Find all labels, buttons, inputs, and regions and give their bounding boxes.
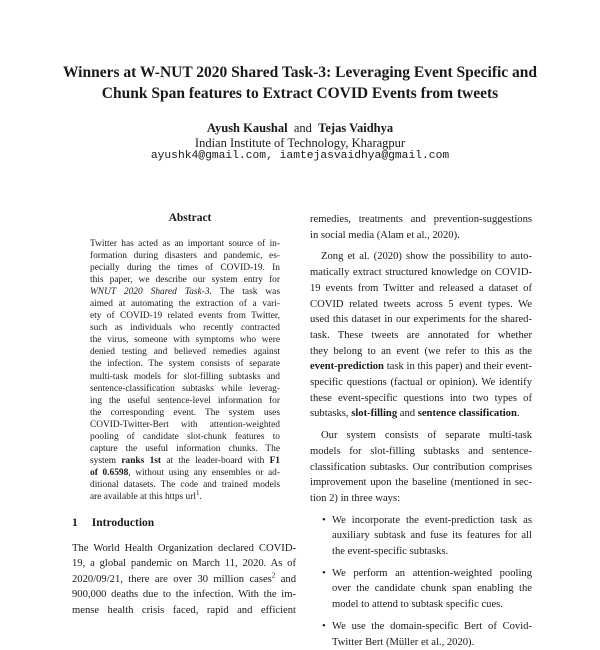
abstract-line: ing the useful sentence-level information for (90, 395, 280, 406)
term-slot-filling: slot-filling (351, 408, 398, 420)
body-line: classification subtasks. Our contribution comprises (310, 461, 532, 473)
body-line: 19 events from Twitter and released a dataset of (310, 282, 532, 294)
contribution-bullet-2 (310, 566, 532, 613)
body-line: models for slot-filling subtasks and sentence- (310, 445, 532, 457)
abstract-body (90, 238, 280, 503)
bullet-line: the event-specific subtasks. (332, 546, 449, 558)
body-line: event-prediction task in this paper) and their event- (310, 361, 532, 373)
body-line: tion 2) in three ways: (310, 492, 401, 504)
body-line: subtasks, slot-filling and sentence classification. (310, 408, 520, 420)
bullet-icon: • (322, 514, 326, 526)
author-emails: ayushk4@gmail.com, iamtejasvaidhya@gmail.com (150, 150, 450, 162)
intro-line: 2020/09/21, there are over 30 million cases$^2$ and (72, 571, 296, 585)
f1-label: F1 (269, 455, 280, 466)
abstract-line: COVID-Twitter-Bert with attention-weighted (90, 419, 280, 430)
body-line: Zong et al. (2020) show the possibility to auto- (321, 251, 532, 263)
abstract-line: pecially during the times of COVID-19. In (90, 263, 280, 274)
f1-score: of 0.6598 (90, 467, 129, 478)
bullet-line: We perform an attention-weighted pooling (332, 567, 532, 579)
section-heading-introduction (72, 517, 168, 529)
abstract-line: sentence-classification subtasks while leverag- (90, 383, 280, 394)
body-line: improvement upon the baseline (mentioned in sec- (310, 477, 532, 489)
intro-line: mense health crisis faced, rapid and efficient (72, 604, 296, 616)
bullet-line: model to attend to subtask specific cues. (332, 599, 503, 611)
bullet-icon: • (322, 620, 326, 632)
rank-result: ranks 1st (121, 455, 162, 466)
bullet-line: We incorporate the event-prediction task as (332, 514, 532, 526)
abstract-heading: Abstract (168, 212, 212, 224)
abstract-line: this paper, we describe our system entry for (90, 275, 280, 286)
footnote-marker[interactable]: 2 (271, 571, 276, 580)
body-line: in social media (Alam et al., 2020). (310, 229, 460, 241)
contribution-bullet-3 (310, 619, 532, 650)
abstract-line: formation during disasters and pandemic, es- (90, 251, 280, 262)
intro-line: 900,000 deaths due to the infection. With the im- (72, 589, 296, 601)
intro-line: The World Health Organization declared COVID- (72, 543, 296, 554)
affiliation: Indian Institute of Technology, Kharagpur (194, 136, 406, 150)
abstract-line: multi-task models for slot-filling subtasks and (90, 371, 280, 382)
body-line: matically extract structured knowledge on COVID- (310, 267, 532, 279)
author-2: Tejas Vaidhya (318, 121, 394, 135)
abstract-line: the infection. The system consists of separate (90, 359, 280, 370)
body-line: Our system consists of separate multi-task (321, 430, 532, 442)
introduction-body (72, 541, 296, 618)
abstract-line: the virus, someone with symptoms who were (90, 335, 280, 346)
abstract-line: WNUT 2020 Shared Task-3. The task was (90, 287, 280, 298)
bullet-line: We use the domain-specific Bert of Covid- (332, 620, 532, 632)
paper-title-line-2: Chunk Span features to Extract COVID Events from tweets (101, 85, 499, 102)
abstract-line: such as individuals who recently contracted (90, 323, 280, 334)
body-line: task. These tweets are annotated for whether (310, 329, 532, 341)
abstract-line: system ranks 1st at the leader-board with F1 (90, 455, 280, 466)
author-list (0, 121, 600, 136)
code-link[interactable]: are available at this https url (90, 491, 196, 502)
shared-task-name: WNUT 2020 Shared Task-3. (90, 287, 212, 298)
term-sentence-classification: sentence classification (417, 408, 517, 420)
author-1: Ayush Kaushal (206, 121, 288, 135)
intro-line: 19, a global pandemic on March 11, 2020. As of (72, 558, 296, 570)
term-event-prediction: event-prediction (310, 361, 384, 373)
bullet-line: Twitter Bert (Müller et al., 2020). (332, 636, 475, 648)
abstract-line: ety of COVID-19 related events from Twitter, (90, 311, 280, 322)
right-column (310, 212, 532, 650)
abstract-line: aimed at automating the extraction of a vari- (90, 299, 280, 310)
body-line: remedies, treatments and prevention-suggestions (310, 214, 532, 225)
paper-title-line-1: Winners at W-NUT 2020 Shared Task-3: Leveraging Event Specific and (62, 64, 538, 81)
abstract-line: denied testing and believed remedies against (90, 347, 280, 358)
paper-title (40, 62, 560, 104)
body-line: these event-specific questions into two types of (310, 392, 532, 404)
body-line: specific questions (factual or opinion). We identify (310, 377, 532, 389)
footnote-marker[interactable]: 1 (195, 488, 200, 497)
body-line: COVID related tweets across 5 event types. We (310, 298, 532, 310)
abstract-line: Twitter has acted as an important source of in- (90, 239, 280, 249)
abstract-line: ditional datasets. The code and trained models (90, 479, 280, 490)
bullet-line: over the candidate chunk span enabling the (332, 583, 532, 595)
bullet-icon: • (322, 567, 326, 579)
abstract-line: are available at this https url$^1$. (90, 488, 202, 502)
section-number: 1 (72, 517, 78, 529)
abstract-line: of 0.6598, without using any ensembles or ad- (90, 467, 280, 478)
contribution-bullet-1 (310, 513, 532, 560)
body-line: used this dataset in our experiments for the shared- (310, 314, 532, 326)
body-line: they belong to an event (we refer to this as the (310, 345, 532, 357)
abstract-line: the corresponding event. The system uses (90, 407, 280, 418)
abstract-line: capture the useful information chunks. The (90, 443, 280, 454)
bullet-line: auxiliary subtask and fuse its features for all (332, 530, 532, 542)
section-title: Introduction (91, 517, 155, 529)
abstract-line: pooling of candidate slot-chunk features to (90, 431, 280, 442)
author-conjunction: and (293, 121, 312, 135)
